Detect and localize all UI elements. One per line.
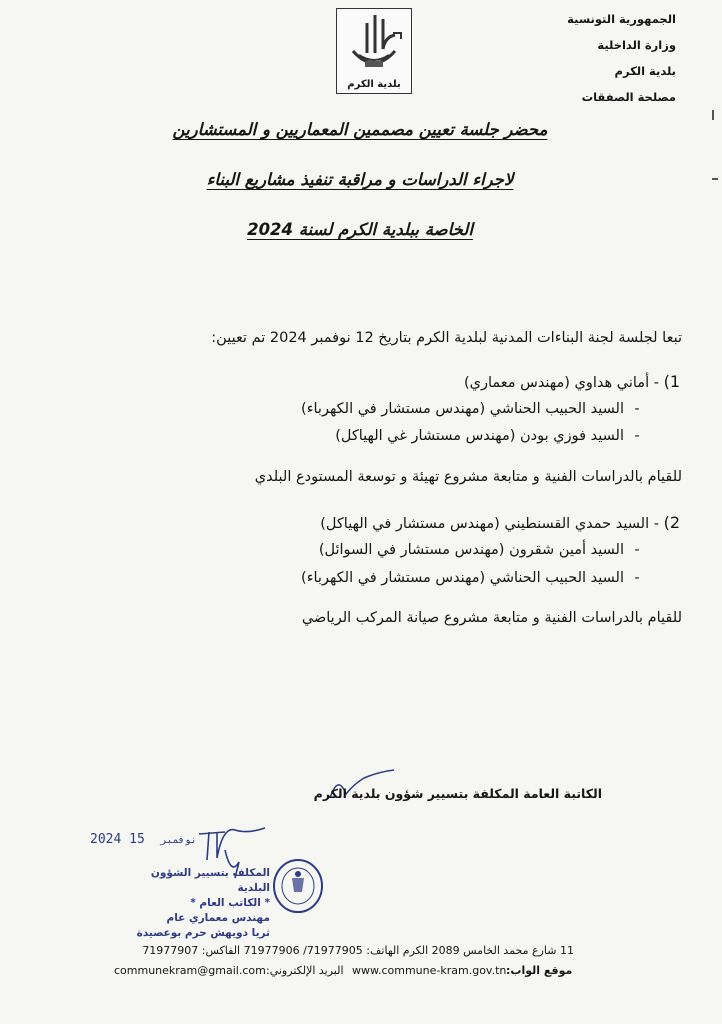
stamp-line-1: المكلف بتسيير الشؤون البلدية xyxy=(150,867,270,894)
title-line-1: محضر جلسة تعيين مصممين المعماريين و المستشارين xyxy=(172,120,548,139)
group1-member-1: أماني هداوي (مهندس معماري) xyxy=(463,375,650,391)
footer-website-label: موقع الواب: xyxy=(506,964,573,977)
stamp-text-block xyxy=(130,866,270,941)
group1-member-row-3: -السيد فوزي بودن (مهندس مستشار غي الهياكل) xyxy=(335,428,640,444)
group1-member-row-2: -السيد الحبيب الحناشي (مهندس مستشار في الكهرباء) xyxy=(301,401,640,417)
date-year: 2024 xyxy=(90,832,122,847)
date-day: 15 xyxy=(129,832,145,847)
stamp-line-3: مهندس معماري عام xyxy=(166,912,270,924)
footer-website: www.commune-kram.gov.tn xyxy=(352,964,507,977)
group1-task: للقيام بالدراسات الفنية و متابعة مشروع تهيئة و توسعة المستودع البلدي xyxy=(254,469,682,485)
logo-caption: بلدية الكرم xyxy=(347,79,401,90)
group2-member-row-3: -السيد الحبيب الحناشي (مهندس مستشار في الكهرباء) xyxy=(301,570,640,586)
group2-member-2: السيد أمين شقرون (مهندس مستشار في السوائل) xyxy=(318,542,624,558)
footer-address: 11 شارع محمد الخامس 2089 الكرم الهاتف: 71977905/ 71977906 الفاكس: 71977907 xyxy=(142,944,574,957)
footer-email-label: البريد الإلكتروني: xyxy=(266,964,344,977)
signatory-title: الكاتبة العامة المكلفة بتسيير شؤون بلدية الكرم xyxy=(313,786,602,801)
group1-member-3: السيد فوزي بودن (مهندس مستشار غي الهياكل) xyxy=(335,428,624,444)
date-stamp xyxy=(90,832,205,847)
letterhead-municipality: بلدية الكرم xyxy=(614,64,676,78)
title-line-2: لاجراء الدراسات و مراقبة تنفيذ مشاريع البناء xyxy=(206,170,514,189)
group2-member-row-2: -السيد أمين شقرون (مهندس مستشار في السوائل) xyxy=(318,542,640,558)
group1-number: 1) xyxy=(663,372,680,391)
group1-member-2: السيد الحبيب الحناشي (مهندس مستشار في الكهرباء) xyxy=(301,401,624,417)
letterhead xyxy=(476,12,676,116)
footer-email: communekram@gmail.com xyxy=(114,964,266,977)
group2-member-1: السيد حمدي القسنطيني (مهندس مستشار في الهياكل) xyxy=(320,516,650,532)
edge-mark xyxy=(712,178,718,184)
group2-number: 2) xyxy=(663,513,680,532)
stamp-line-4: ثريا دويهش حرم بوعصيدة xyxy=(136,927,270,939)
official-round-stamp-icon xyxy=(272,858,324,914)
letterhead-republic: الجمهورية التونسية xyxy=(567,12,676,26)
group1-first-member: 1) - أماني هداوي (مهندس معماري) xyxy=(463,372,680,391)
group2-first-member: 2) - السيد حمدي القسنطيني (مهندس مستشار في الهياكل) xyxy=(320,513,680,532)
group2-task: للقيام بالدراسات الفنية و متابعة مشروع صيانة المركب الرياضي xyxy=(301,610,682,626)
stamp-line-2: * الكاتب العام * xyxy=(190,897,270,909)
edge-mark xyxy=(712,110,720,120)
letterhead-department: مصلحة الصفقات xyxy=(581,90,676,104)
intro-paragraph: تبعا لجلسة لجنة البناءات المدنية لبلدية الكرم بتاريخ 12 نوفمبر 2024 تم تعيين: xyxy=(211,330,682,346)
logo-emblem-icon xyxy=(337,9,411,75)
municipality-logo xyxy=(336,8,412,94)
date-month: نوفمبر xyxy=(160,835,197,846)
group2-member-3: السيد الحبيب الحناشي (مهندس مستشار في الكهرباء) xyxy=(301,570,624,586)
letterhead-ministry: وزارة الداخلية xyxy=(597,38,676,52)
title-line-3: الخاصة ببلدية الكرم لسنة 2024 xyxy=(247,220,473,239)
